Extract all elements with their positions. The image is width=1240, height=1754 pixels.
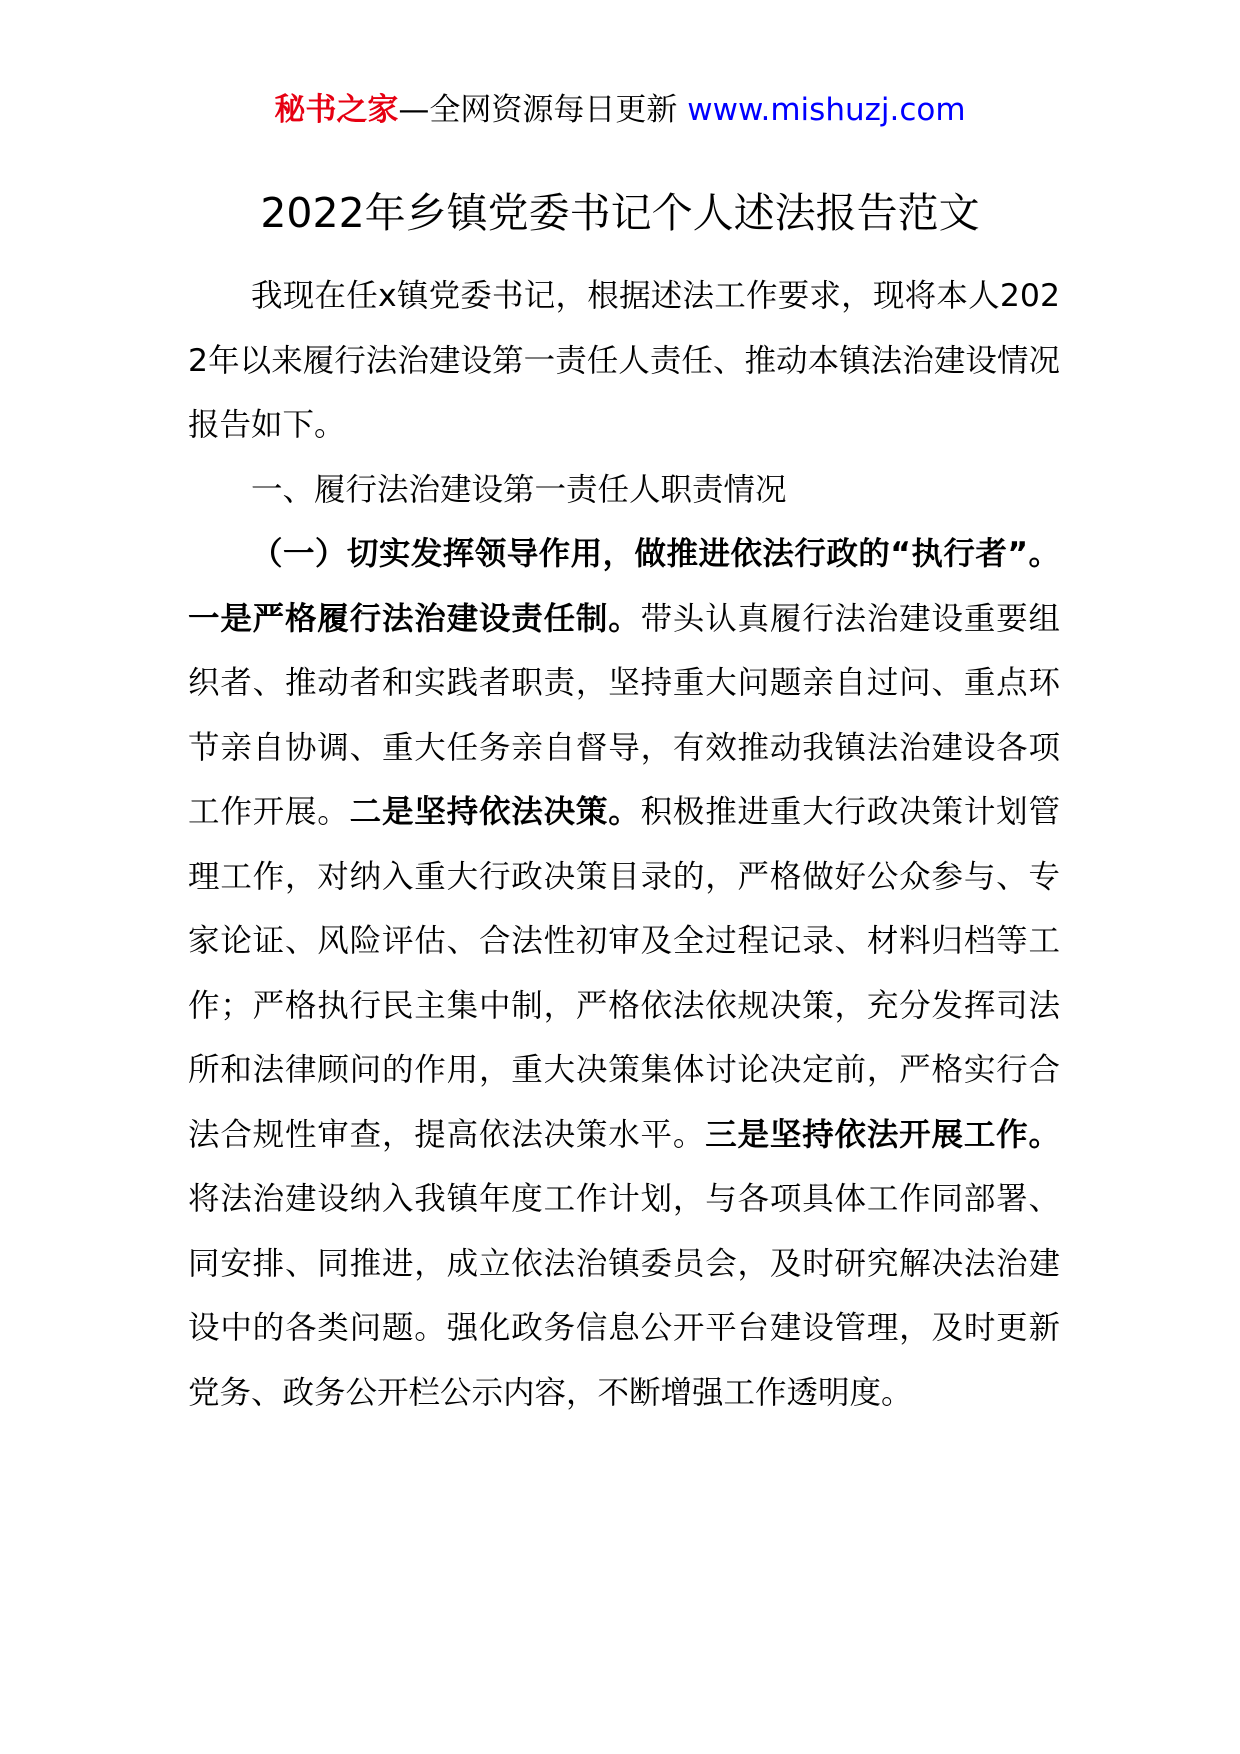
point-3-text: 将法治建设纳入我镇年度工作计划，与各项具体工作同部署、同安排、同推进，成立依法治镇委员会，及时研究解决法治建设中的各类问题。强化政务信息公开平台建设管理，及时更新党务、政务公开栏公示内容，不断增强工作透明度。 [188, 1181, 1060, 1411]
brand-name: 秘书之家 [274, 92, 399, 128]
body-paragraph [188, 522, 1060, 1425]
subheading: （一）切实发挥领导作用，做推进依法行政的“执行者”。 [251, 536, 1060, 572]
document-title: 2022年乡镇党委书记个人述法报告范文 [260, 189, 980, 237]
point-2-title: 二是坚持依法决策。 [349, 794, 641, 830]
point-3-title: 三是坚持依法开展工作。 [705, 1116, 1060, 1153]
point-1-text: 带头认真履行法治建设重要组织者、推动者和实践者职责，坚持重大问题亲自过问、重点环节亲自协调、重大任务亲自督导，有效推动我镇法治建设各项工作开展。 [188, 600, 1060, 830]
site-url-link[interactable]: www.mishuzj.com [687, 92, 966, 128]
header-tagline: —全网资源每日更新 [398, 92, 678, 128]
intro-paragraph: 我现在任x镇党委书记，根据述法工作要求，现将本人2022年以来履行法治建设第一责任人责任、推动本镇法治建设情况报告如下。 [188, 278, 1060, 443]
point-2-text: 积极推进重大行政决策计划管理工作，对纳入重大行政决策目录的，严格做好公众参与、专家论证、风险评估、合法性初审及全过程记录、材料归档等工作；严格执行民主集中制，严格依法依规决策，充分发挥司法所和法律顾问的作用，重大决策集体讨论决定前，严格实行合法合规性审查，提高依法决策水平。 [188, 794, 1060, 1153]
point-1-title: 一是严格履行法治建设责任制。 [188, 600, 641, 637]
section-heading: 一、履行法治建设第一责任人职责情况 [251, 471, 787, 508]
site-header [0, 88, 1240, 132]
document-body [188, 264, 1060, 1425]
